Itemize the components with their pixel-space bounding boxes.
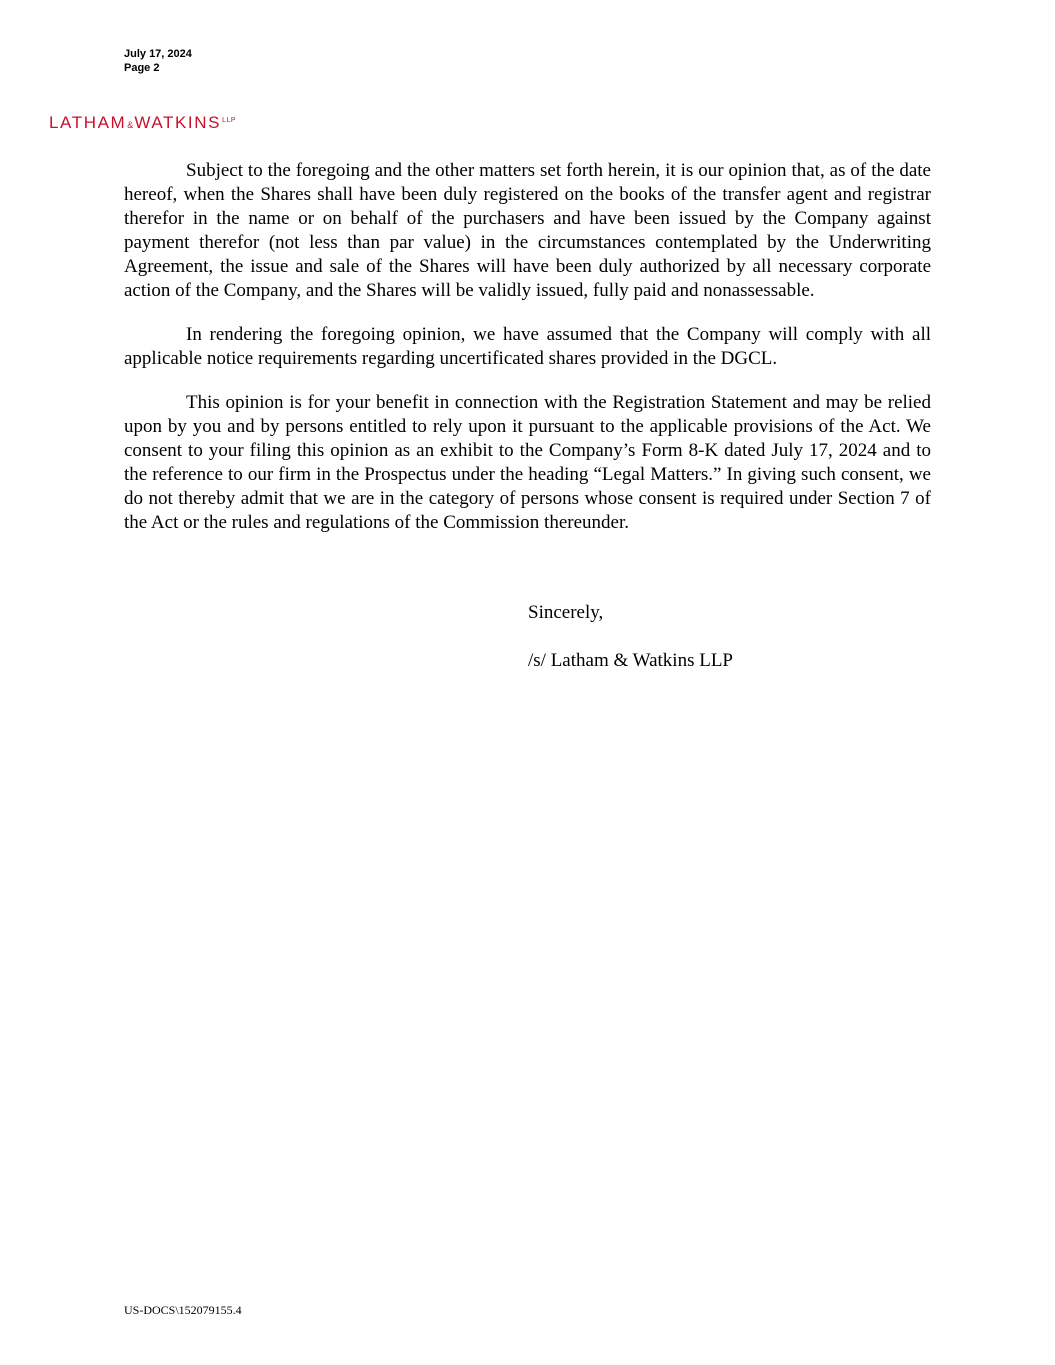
page-header — [124, 47, 192, 75]
logo-llp: LLP — [222, 117, 237, 124]
logo-word-watkins: WATKINS — [134, 113, 222, 132]
valediction: Sincerely, — [528, 602, 604, 623]
document-id-footer: US-DOCS\152079155.4 — [124, 1303, 242, 1317]
logo-ampersand: & — [127, 120, 134, 130]
header-page-number: Page 2 — [124, 62, 160, 74]
letter-closing — [528, 601, 733, 673]
letter-body — [124, 159, 931, 555]
firm-logo — [49, 111, 236, 135]
paragraph-assumption: In rendering the foregoing opinion, we have assumed that the Company will comply with all applicable notice requirements regarding uncertificated shares provided in the DGCL. — [124, 324, 931, 369]
header-date: July 17, 2024 — [124, 48, 192, 60]
logo-word-latham: LATHAM — [49, 113, 127, 132]
signature: /s/ Latham & Watkins LLP — [528, 650, 733, 671]
paragraph-opinion: Subject to the foregoing and the other matters set forth herein, it is our opinion that, as of the date hereof, when the Shares shall have been duly registered on the books of the transfer agent and registrar therefor in the name or on behalf of the purchasers and have been issued by the Company against payment therefor (not less than par value) in the circumstances contemplated by the Underwriting Agreement, the issue and sale of the Shares will have been duly authorized by all necessary corporate action of the Company, and the Shares will be validly issued, fully paid and nonassessable. — [124, 160, 931, 301]
paragraph-consent: This opinion is for your benefit in connection with the Registration Statement and may be relied upon by you and by persons entitled to rely upon it pursuant to the applicable provisions of the Act. We consent to your filing this opinion as an exhibit to the Company’s Form 8-K dated July 17, 2024 and to the reference to our firm in the Prospectus under the heading “Legal Matters.” In giving such consent, we do not thereby admit that we are in the category of persons whose consent is required under Section 7 of the Act or the rules and regulations of the Commission thereunder. — [124, 392, 931, 533]
